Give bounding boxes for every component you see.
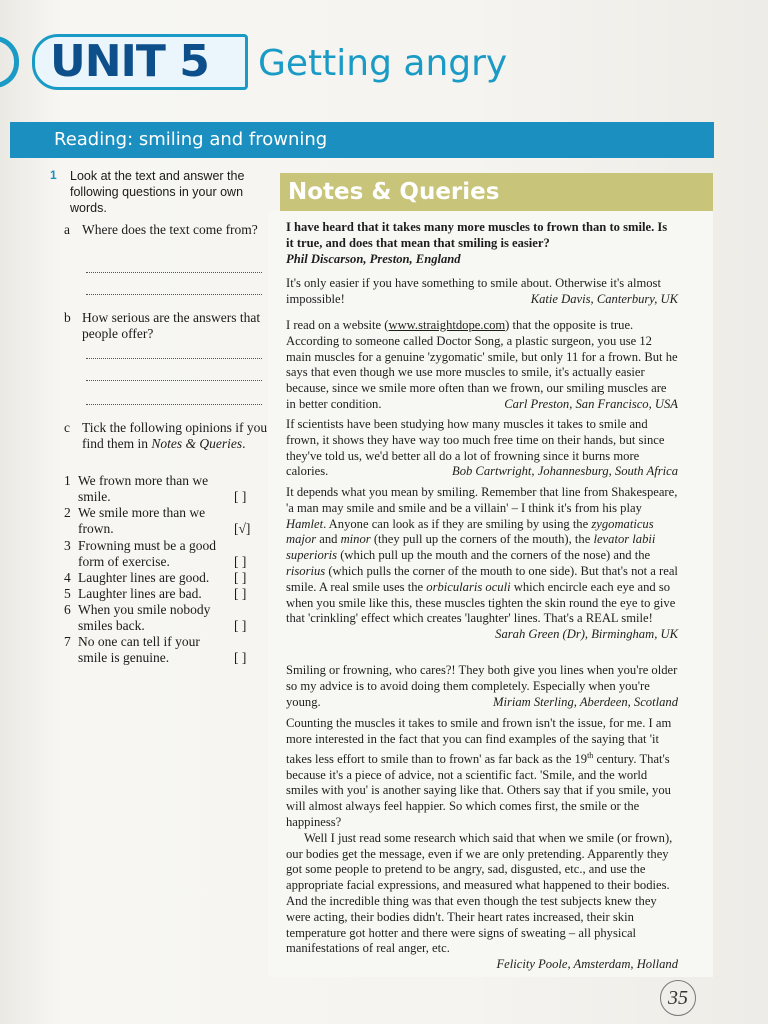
question-letter: c (64, 420, 70, 435)
answer-4: It depends what you mean by smiling. Remember that line from Shakespeare, 'a man may smile and smile and be a villain' – I think it's from his play Hamlet. Anyone can look as if they are smiling by using the zygomaticus major and minor (they pull up the corners of the mouth), the levator labii superioris (which pull up the mouth and the corners of the nose) and the risorius (which pulls the corner of the mouth to one side). But that's not a real smile. A real smile uses the orbicularis oculi which encircle each eye and so when you smile like this, these muscles tighten the skin round the eye to give that 'crinkling' effect which creates 'laughter' lines. That's a REAL smile! Sarah Green (Dr), Birmingham, UK (286, 485, 678, 642)
answer-5: Smiling or frowning, who cares?! They both give you lines when you're older so my advice is to avoid doing them completely. Especially when you're young. Miriam Sterling, Aberdeen, Scotland (286, 663, 678, 709)
tick-box[interactable]: [√] (234, 521, 251, 536)
answer-2: I read on a website (www.straightdope.com) that the opposite is true. According to someone called Doctor Song, a plastic surgeon, you use 12 main muscles for a genuine 'zygomatic' smile, but only 11 for a frown. But he says that even though we use more muscles to smile, it's actually easier because, since we smile more often than we frown, our smiling muscles are in better condition. Carl Preston, San Francisco, USA (286, 318, 678, 411)
tick-box[interactable]: [ ] (234, 489, 247, 504)
question-text: Tick the following opinions if you find them in Notes & Queries. (82, 420, 268, 451)
answer-author: Felicity Poole, Amsterdam, Holland (496, 957, 678, 972)
answer-line[interactable] (86, 294, 262, 295)
unit-title: Getting angry (258, 43, 508, 84)
answer-line[interactable] (86, 272, 262, 273)
unit-arc-decoration (0, 36, 19, 88)
notes-question: I have heard that it takes many more muscles to frown than to smile. Is it true, and does that mean that smiling is easier? Phil Discarson, Preston, England (286, 220, 678, 267)
tick-box[interactable]: [ ] (234, 650, 247, 665)
tick-box[interactable]: [ ] (234, 586, 247, 601)
exercise-number: 1 (50, 168, 57, 182)
answer-1: It's only easier if you have something to smile about. Otherwise it's almost impossible! Katie Davis, Canterbury, UK (286, 276, 678, 306)
question-letter: b (64, 310, 71, 325)
page-number: 35 (660, 980, 696, 1016)
question-text: How serious are the answers that people offer? (82, 310, 261, 341)
answer-6: Counting the muscles it takes to smile and frown isn't the issue, for me. I am more interested in the fact that you can find examples of the saying that 'it takes less effort to smile than to frown' as far back as the 19th century. That's because it's a piece of advice, not a scientific fact. 'Smile, and the world smiles with you' is another saying like that. Others say that if you smile, you will almost always feel happier. So which comes first, the smile or the happiness? Well I just read some research which said that when we smile (or frown), our bodies get the message, even if we are only pretending. Apparently they got some people to pretend to be angry, sad, disgusted, etc., and use the appropriate facial expressions, and measured what happened to their bodies. And the incredible thing was that even though the test subjects knew they were acting, their bodies didn't. Their heart rates increased, their skin temperature got hotter and there were signs of sweating – all physical manifestations of real anger, etc. Felicity Poole, Amsterdam, Holland (286, 716, 678, 972)
answer-line[interactable] (86, 380, 262, 381)
answer-line[interactable] (86, 404, 262, 405)
tick-box[interactable]: [ ] (234, 618, 247, 633)
website-link[interactable]: www.straightdope.com (388, 318, 506, 332)
answer-author: Bob Cartwright, Johannesburg, South Africa (452, 464, 678, 479)
question-letter: a (64, 222, 70, 237)
tick-box[interactable]: [ ] (234, 570, 247, 585)
answer-3: If scientists have been studying how many muscles it takes to smile and frown, it shows they have way too much free time on their hands, but since they've told us, we'd better all do a lot of frowning since it burns more calories. Bob Cartwright, Johannesburg, South Africa (286, 417, 678, 479)
notes-header (280, 173, 713, 211)
answer-line[interactable] (86, 358, 262, 359)
answer-author: Katie Davis, Canterbury, UK (530, 291, 678, 306)
exercise-instruction: Look at the text and answer the following questions in your own words. (70, 169, 245, 215)
answer-author: Sarah Green (Dr), Birmingham, UK (495, 627, 678, 642)
section-title: Reading: smiling and frowning (54, 129, 328, 150)
section-bar (10, 122, 714, 158)
question-text: Where does the text come from? (82, 222, 258, 237)
notes-title: Notes & Queries (288, 179, 500, 205)
tick-box[interactable]: [ ] (234, 554, 247, 569)
unit-header (0, 28, 768, 98)
unit-number: UNIT 5 (50, 36, 209, 87)
answer-author: Miriam Sterling, Aberdeen, Scotland (492, 694, 678, 709)
answer-author: Carl Preston, San Francisco, USA (504, 396, 678, 411)
question-author: Phil Discarson, Preston, England (286, 251, 461, 266)
